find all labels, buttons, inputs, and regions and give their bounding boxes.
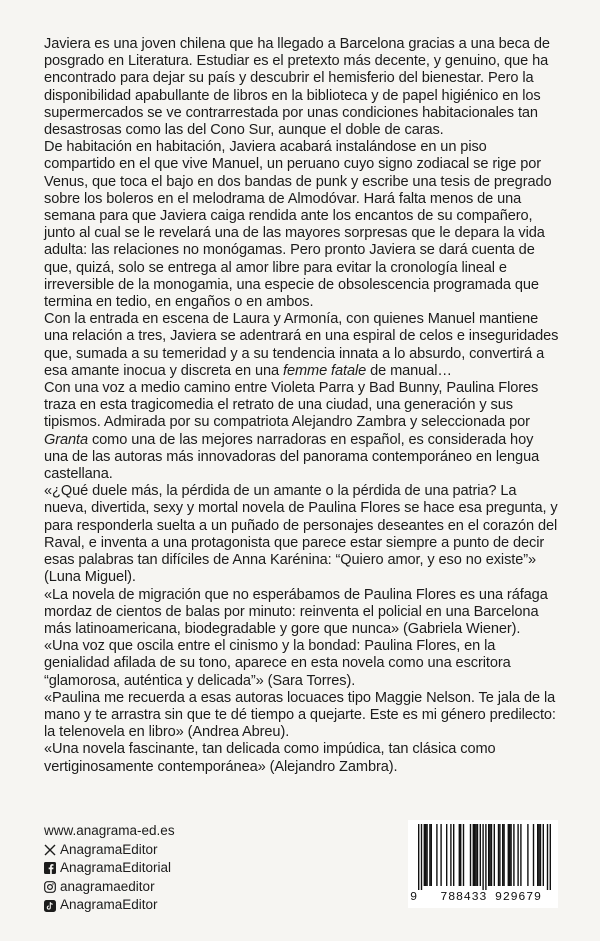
barcode-bar [489,824,490,886]
tiktok-icon [44,900,56,912]
barcode-bar [547,824,548,890]
tiktok-link[interactable]: AnagramaEditor [44,896,175,915]
website-link[interactable]: www.anagrama-ed.es [44,823,175,838]
barcode-bar [520,824,521,886]
italic-phrase: femme fatale [282,362,367,379]
barcode-bar [425,824,426,886]
barcode-bar [477,824,478,886]
barcode-bar [517,824,518,886]
barcode-bar [508,824,509,886]
barcode-bar [494,824,495,886]
barcode-bar [424,824,425,886]
barcode-bar [510,824,511,886]
barcode-bar [538,824,539,886]
barcode-bar [440,824,441,886]
barcode-bar [431,824,432,886]
barcode-bar [429,824,430,886]
barcode-bar [509,824,510,886]
blurb-text [44,36,560,776]
barcode-bar [503,824,504,886]
barcode-bar [491,824,492,886]
facebook-icon [44,862,56,874]
barcode-bar [480,824,481,886]
barcode-bar [463,824,464,886]
isbn-digits [408,890,558,904]
barcode-bar [498,824,499,886]
barcode-bar [488,824,489,886]
barcode-bar [473,824,474,886]
facebook-link[interactable]: AnagramaEditorial [44,859,175,878]
isbn-first-digit: 9 [410,890,418,904]
x-link[interactable]: AnagramaEditor [44,841,175,860]
barcode-bar [540,824,541,886]
barcode-bars [408,820,558,890]
review-quotes [44,483,560,775]
isbn-barcode [408,820,558,908]
barcode-bar [460,824,461,886]
barcode-bar [426,824,427,886]
barcode-bar [527,824,528,886]
barcode-bar [470,824,471,886]
review-quote: «La novela de migración que no esperábamos de Paulina Flores es una ráfaga mordaz de cientos de balas por minuto: reinventa el policial en una Barcelona más latinoamericana, biodegradable y gore que nunca» (Gabriela Wiener). [44,586,548,637]
barcode-bar [502,824,503,886]
barcode-bar [533,824,534,886]
instagram-icon [44,881,56,893]
barcode-bar [474,824,475,886]
barcode-bar [499,824,500,886]
italic-magazine-name: Granta [44,431,89,448]
review-quote: «Paulina me recuerda a esas autoras locuaces tipo Maggie Nelson. Te jala de la mano y te arrastra sin que te dé tiempo a quejarte. Este es mi género predilecto: la telenovela en libro» (Andrea Abreu). [44,689,556,741]
barcode-bar [446,824,447,886]
barcode-bar [482,824,483,890]
synopsis-paragraph-1: Javiera es una joven chilena que ha llegado a Barcelona gracias a una beca de posgrado en Literatura. Estudiar es el pretexto más decente, y genuino, que ha encontrado para dejar su país y descubrir el hemisferio del bienestar. Pero la disponibilidad apabullante de libros en la biblioteca y de papel higiénico en los supermercados se ve contrarrestada por unas condiciones habitacionales tan desastrosas como las del Cono Sur, aunque el doble de caras. [44,36,550,139]
publisher-links [44,822,175,915]
x-logo-icon [44,844,56,856]
barcode-bar [537,824,538,886]
review-quote: «Una novela fascinante, tan delicada como impúdica, tan clásica como vertiginosamente contemporánea» (Alejandro Zambra). [44,741,496,775]
barcode-bar [513,824,514,886]
review-quote: «Una voz que oscila entre el cinismo y la bondad: Paulina Flores, en la genialidad afilada de su tono, aparece en esta novela como una escritora “glamorosa, auténtica y delicada”» (Sara Torres). [44,638,511,689]
barcode-bar [436,824,437,886]
barcode-bar [459,824,460,886]
barcode-bar [543,824,544,886]
review-quote: «¿Qué duele más, la pérdida de un amante o la pérdida de una patria? La nueva, divertida, sexy y mortal novela de Paulina Flores se hace esa pregunta, y para responderla suelta a un puñado de personajes deseantes en el corazón del Raval, e inventa a una protagonista que parece estar siempre a punto de decir esas palabras tan difíciles de Anna Karénina: “Quiero amor, y eso no existe”» (Luna Miguel). [44,483,558,586]
barcode-bar [421,824,422,890]
author-paragraph: Con una voz a medio camino entre Violeta Parra y Bad Bunny, Paulina Flores traza en esta tragicomedia el retrato de una ciudad, una generación y sus tipismos. Admirada por su compatriota Alejandro Zambra y seleccionada por Granta como una de las mejores narradoras en español, es considerada hoy una de las autoras más innovadoras del panorama contemporáneo en lengua castellana. [44,380,540,483]
barcode-bar [450,824,451,886]
synopsis-paragraph-2: De habitación en habitación, Javiera acabará instalándose en un piso compartido en el que vive Manuel, un peruano cuyo signo zodiacal se rige por Venus, que toca el bajo en dos bandas de punk y escribe una tesis de pregrado sobre los boleros en el melodrama de Almodóvar. Hará falta menos de una semana para que Javiera caiga rendida ante los encantos de su compañero, junto al cual se le revelará una de las mayores sorpresas que le depara la vida adulta: las relaciones no monógamas. Pero pronto Javiera se dará cuenta de que, quizá, solo se entrega al amor libre para evitar la cronología lineal e irreversible de la monogamia, una especie de obsolescencia programada que termina en tedio, en engaños o en ambos. [44,139,552,311]
barcode-bar [418,824,419,890]
instagram-link[interactable]: anagramaeditor [44,878,175,897]
barcode-bar [550,824,551,890]
synopsis-paragraph-3: Con la entrada en escena de Laura y Armonía, con quienes Manuel mantiene una relación a tres, Javiera se adentrará en una espiral de celos e inseguridades que, sumada a su temeridad y a su tendencia innata a lo absurdo, convertirá a esa amante inocua y discreta en una femme fatale de manual… [44,311,559,379]
barcode-bar [475,824,476,886]
barcode-bar [485,824,486,890]
barcode-bar [453,824,454,886]
isbn-remaining-digits: 788433 929679 [440,890,542,904]
